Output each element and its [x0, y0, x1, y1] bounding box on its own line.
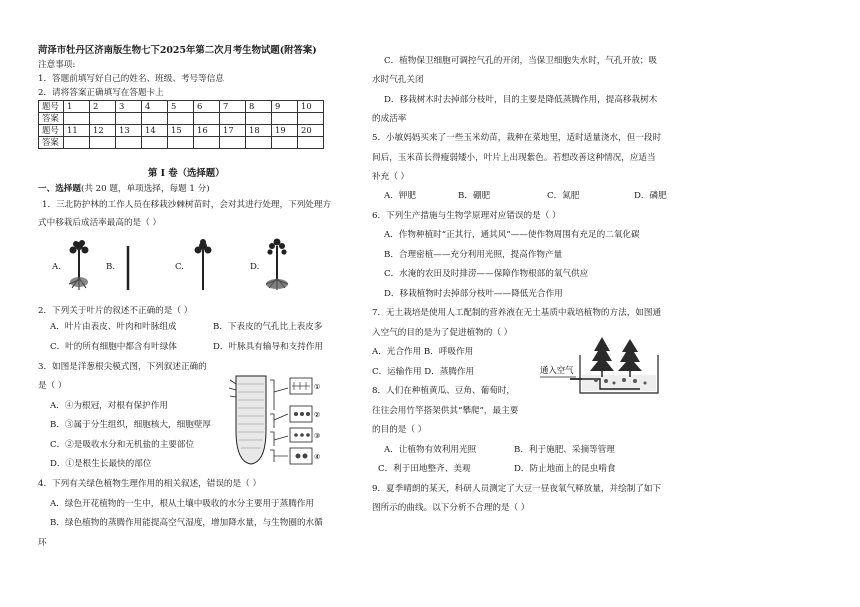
- answer-table-cell: [298, 137, 324, 149]
- answer-table: [38, 100, 324, 149]
- answer-table-cell: [116, 137, 142, 149]
- answer-table-cell: [246, 113, 272, 125]
- answer-table-cell: 2: [90, 101, 116, 113]
- q6-option-c: C．水淹的农田及时排涝——保障作物根部的氧气供应: [384, 269, 589, 279]
- q4-option-a: A．绿色开花植物的一生中，根从土壤中吸收的水分主要用于蒸腾作用: [50, 499, 315, 509]
- answer-table-cell: 15: [168, 125, 194, 137]
- seedling-d-icon: [260, 236, 294, 294]
- q8-line1: 8．人们在种植黄瓜、豆角、葡萄时，: [372, 386, 515, 396]
- q4-option-b-line1: B．绿色植物的蒸腾作用能提高空气湿度，增加降水量，与生物圈的水循: [50, 518, 323, 528]
- q4-option-c-line1: C．植物保卫细胞可调控气孔的开闭，当保卫细胞失水时，气孔开放；吸: [384, 56, 657, 66]
- answer-table-cell: 6: [194, 101, 220, 113]
- q5-line2: 间后，玉米苗长得瘦弱矮小，叶片上出现紫色。若想改善这种情况，应适当: [372, 153, 656, 163]
- exam-title: 菏泽市牡丹区济南版生物七下2025年第二次月考生物试题(附答案): [38, 45, 317, 56]
- root-label-1: ①: [314, 383, 321, 391]
- q5-option-a: A．钾肥: [384, 191, 416, 201]
- root-label-4: ④: [314, 453, 321, 461]
- seedling-c-icon: [190, 238, 216, 294]
- q7-options-cd: C．运输作用 D．蒸腾作用: [372, 367, 475, 377]
- q3-option-c: C．②是吸收水分和无机盐的主要部位: [50, 440, 195, 450]
- answer-table-cell: 18: [246, 125, 272, 137]
- q9-line2: 图所示的曲线。以下分析不合理的是（ ）: [372, 503, 530, 513]
- q1-label-c: C.: [175, 262, 185, 272]
- section-title: 第 I 卷（选择题）: [148, 168, 225, 179]
- answer-table-cell: [90, 137, 116, 149]
- answer-table-cell: 12: [90, 125, 116, 137]
- q1-label-b: B.: [106, 262, 116, 272]
- seedling-b-icon: [122, 244, 134, 294]
- seedling-a-icon: [64, 238, 94, 294]
- answer-table-cell: 5: [168, 101, 194, 113]
- answer-table-row: [39, 137, 324, 149]
- answer-table-cell: 16: [194, 125, 220, 137]
- answer-table-header-cell: 题号: [39, 125, 64, 137]
- answer-table-cell: 11: [64, 125, 90, 137]
- answer-table-cell: 7: [220, 101, 246, 113]
- answer-table-cell: [220, 137, 246, 149]
- q2-option-d: D．叶脉具有输导和支持作用: [213, 342, 324, 352]
- q4-option-b-line2: 环: [38, 538, 47, 548]
- notes-heading: 注意事项:: [38, 60, 76, 70]
- answer-table-cell: 20: [298, 125, 324, 137]
- answer-table-cell: 13: [116, 125, 142, 137]
- answer-table-cell: [142, 113, 168, 125]
- answer-table-cell: 17: [220, 125, 246, 137]
- answer-table-header-cell: 题号: [39, 101, 64, 113]
- answer-table-row: [39, 101, 324, 113]
- q5-line3: 补充（ ）: [372, 172, 410, 182]
- answer-table-cell: [168, 113, 194, 125]
- q8-line3: 的目的是（ ）: [372, 425, 427, 435]
- answer-table-cell: 10: [298, 101, 324, 113]
- q3-line2: 是（ ）: [38, 381, 67, 391]
- q3-option-b: B．③属于分生组织，细胞核大，细胞壁厚: [50, 420, 212, 430]
- q6-option-d: D．移栽植物时去掉部分枝叶——降低光合作用: [384, 289, 563, 299]
- q4-option-d-line1: D．移栽树木时去掉部分枝叶，目的主要是降低蒸腾作用，提高移栽树木: [384, 95, 658, 105]
- answer-table-cell: 3: [116, 101, 142, 113]
- q5-option-c: C．氮肥: [547, 191, 580, 201]
- answer-table-cell: 1: [64, 101, 90, 113]
- q2-stem: 2．下列关于叶片的叙述不正确的是（ ）: [38, 306, 193, 316]
- q8-option-b: B．利于施肥、采摘等管理: [514, 445, 615, 455]
- q2-option-a: A．叶片由表皮、叶肉和叶脉组成: [50, 322, 177, 332]
- answer-table-header-cell: 答案: [39, 113, 64, 125]
- answer-table-cell: [116, 113, 142, 125]
- answer-table-cell: [194, 137, 220, 149]
- q4-option-d-line2: 的成活率: [372, 114, 407, 124]
- answer-table-cell: [272, 113, 298, 125]
- answer-table-cell: 19: [272, 125, 298, 137]
- q3-line1: 3．如图是洋葱根尖模式图，下列叙述正确的: [38, 362, 207, 372]
- q7-line1: 7．无土栽培是使用人工配制的营养液在无土基质中栽培植物的方法，如图通: [372, 308, 662, 318]
- q2-option-c: C．叶的所有细胞中都含有叶绿体: [50, 342, 177, 352]
- q1-label-d: D.: [250, 262, 260, 272]
- q8-option-a: A．让植物有效利用光照: [384, 445, 477, 455]
- q8-option-c: C．利于田地整齐、美观: [378, 464, 471, 474]
- note-1: 1．答题前填写好自己的姓名、班级、考号等信息: [38, 74, 224, 84]
- q9-line1: 9．夏季晴朗的某天，科研人员测定了大豆一昼夜氧气释放量，并绘制了如下: [372, 484, 662, 494]
- answer-table-row: [39, 113, 324, 125]
- answer-table-cell: 8: [246, 101, 272, 113]
- q5-option-b: B．硼肥: [458, 191, 491, 201]
- q2-option-b: B．下表皮的气孔比上表皮多: [213, 322, 323, 332]
- q1-line2: 式中移栽后成活率最高的是（ ）: [38, 218, 162, 228]
- q7-line2: 入空气的目的是为了促进植物的（ ）: [372, 328, 513, 338]
- q6-option-b: B．合理密植——充分利用光照，提高作物产量: [384, 250, 563, 260]
- root-tip-diagram: [226, 370, 326, 468]
- q4-stem: 4．下列有关绿色植物生理作用的相关叙述，错误的是（ ）: [38, 479, 262, 489]
- q8-option-d: D．防止地面上的昆虫啃食: [514, 464, 616, 474]
- answer-table-cell: [194, 113, 220, 125]
- q5-line1: 5．小敏妈妈买来了一些玉米幼苗，栽种在菜地里，适时适量浇水，但一段时: [372, 133, 662, 143]
- answer-table-cell: [246, 137, 272, 149]
- q3-option-d: D．①是根生长最快的部位: [50, 459, 152, 469]
- hydroponic-diagram: [540, 335, 662, 397]
- answer-table-cell: 14: [142, 125, 168, 137]
- answer-table-cell: [168, 137, 194, 149]
- root-label-3: ③: [314, 432, 321, 440]
- answer-table-row: [39, 125, 324, 137]
- answer-table-cell: 9: [272, 101, 298, 113]
- root-label-2: ②: [314, 411, 321, 419]
- answer-table-header-cell: 答案: [39, 137, 64, 149]
- answer-table-cell: 4: [142, 101, 168, 113]
- answer-table-cell: [64, 137, 90, 149]
- q8-line2: 往往会用竹竿搭架供其“攀爬”，最主要: [372, 406, 519, 416]
- q7-options-ab: A．光合作用 B．呼吸作用: [372, 347, 474, 357]
- air-inlet-label: 通入空气: [540, 365, 574, 375]
- answer-table-cell: [64, 113, 90, 125]
- answer-table-cell: [220, 113, 246, 125]
- answer-table-cell: [298, 113, 324, 125]
- q4-option-c-line2: 水时气孔关闭: [372, 75, 424, 85]
- section-heading: 一、选择题(共 20 题，单项选择，每题 1 分): [38, 184, 210, 194]
- q6-stem: 6．下列生产措施与生物学原理对应错误的是（ ）: [372, 211, 561, 221]
- q5-option-d: D．磷肥: [634, 191, 667, 201]
- note-2: 2．请将答案正确填写在答题卡上: [38, 88, 164, 98]
- q3-option-a: A．④为根冠，对根有保护作用: [50, 401, 168, 411]
- answer-table-cell: [142, 137, 168, 149]
- q1-line1: 1．三北防护林的工作人员在移栽沙棘树苗时，会对其进行处理，下列处理方: [42, 200, 332, 210]
- q6-option-a: A．作物种植时“正其行，通其风”——使作物周围有充足的二氧化碳: [384, 230, 640, 240]
- answer-table-cell: [272, 137, 298, 149]
- q1-label-a: A.: [52, 262, 61, 272]
- answer-table-cell: [90, 113, 116, 125]
